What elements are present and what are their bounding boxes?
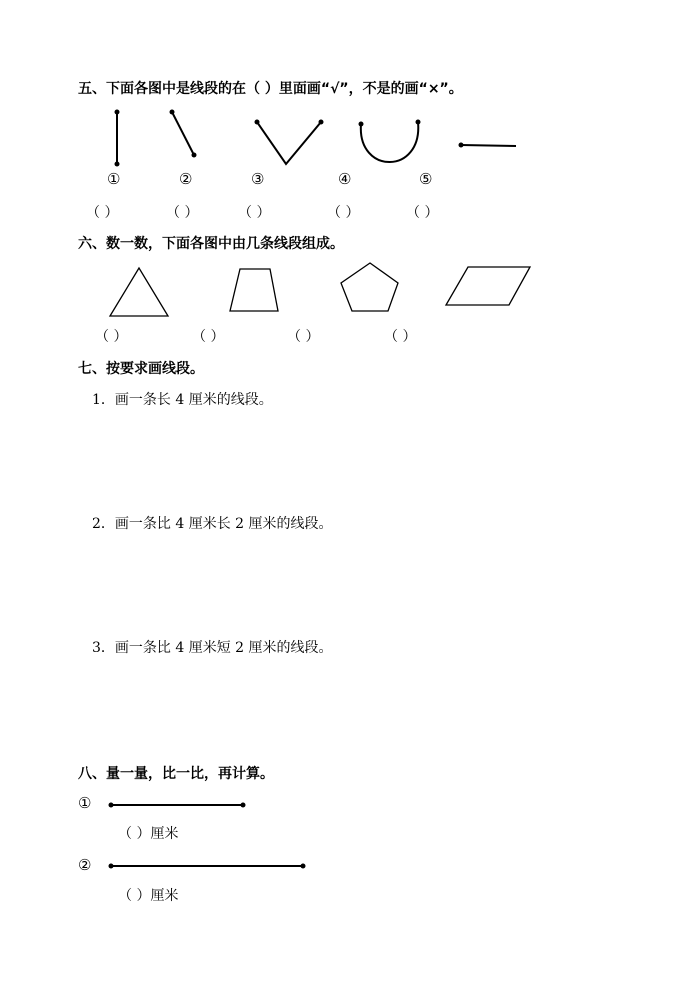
label-1: ① [107,170,121,188]
measure-label-2: ② [78,856,92,874]
answer-blank-3[interactable]: （ ） [238,205,271,221]
section6-heading: 六、数一数，下面各图中由几条线段组成。 [78,236,344,252]
answer-blank-1[interactable]: （ ） [86,205,119,221]
label-2: ② [179,170,193,188]
label-5: ⑤ [419,170,433,188]
section8-heading: 八、量一量，比一比，再计算。 [78,766,274,782]
section5-heading: 五、下面各图中是线段的在（ ）里面画“√”，不是的画“×”。 [78,81,463,97]
answer-blank-4[interactable]: （ ） [327,205,360,221]
shape-answer-3[interactable]: （ ） [287,329,320,345]
measure-segment-2 [109,864,306,869]
measure-answer-2[interactable]: （ ）厘米 [118,888,179,904]
label-4: ④ [338,170,352,188]
task-item-1: 1．画一条长 4 厘米的线段。 [92,392,273,408]
answer-blank-2[interactable]: （ ） [166,205,199,221]
shape-answer-4[interactable]: （ ） [384,329,417,345]
measure-label-1: ① [78,794,92,812]
task-item-2: 2．画一条比 4 厘米长 2 厘米的线段。 [92,516,333,532]
shape-answer-2[interactable]: （ ） [192,329,225,345]
task-item-3: 3．画一条比 4 厘米短 2 厘米的线段。 [92,640,333,656]
label-3: ③ [251,170,265,188]
section7-heading: 七、按要求画线段。 [78,361,204,377]
shape-answer-1[interactable]: （ ） [95,329,128,345]
measure-answer-1[interactable]: （ ）厘米 [118,826,179,842]
measure-segment-1 [109,803,246,808]
answer-blank-5[interactable]: （ ） [406,205,439,221]
